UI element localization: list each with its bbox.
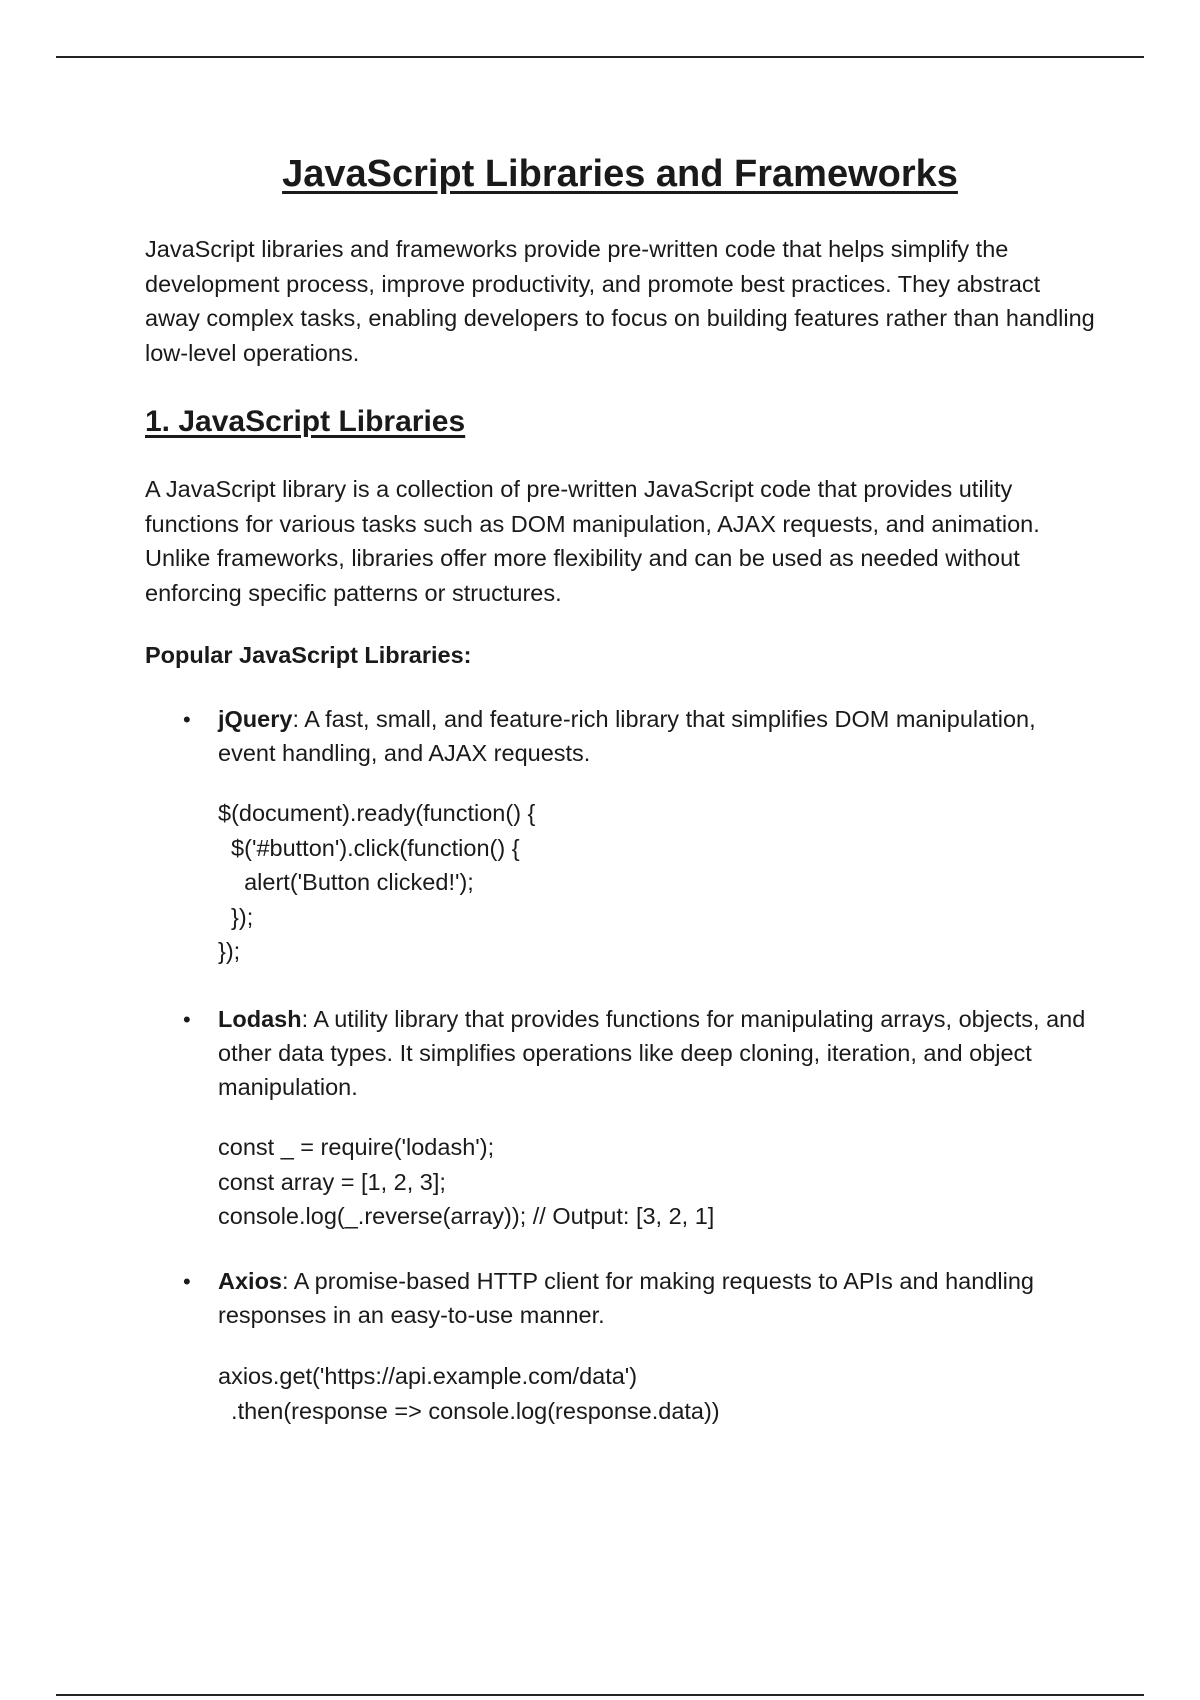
- list-item-lodash: [218, 1002, 1098, 1104]
- library-name: jQuery: [218, 706, 293, 732]
- bullet-icon: •: [183, 707, 191, 732]
- library-name: Axios: [218, 1268, 282, 1294]
- list-item-axios: [218, 1264, 1098, 1332]
- bullet-icon: •: [183, 1269, 191, 1294]
- section-heading-libraries: 1. JavaScript Libraries: [145, 405, 466, 438]
- top-rule: [56, 56, 1144, 58]
- list-item-jquery: [218, 702, 1098, 770]
- library-name: Lodash: [218, 1006, 302, 1032]
- code-block-axios: axios.get('https://api.example.com/data') .then(response => console.log(response.data)): [218, 1363, 720, 1424]
- libraries-paragraph: A JavaScript library is a collection of pre-written JavaScript code that provides utility functions for various tasks such as DOM manipulation, AJAX requests, and animation. Unlike frameworks, libraries offer more flexibility and can be used as needed without enforcing specific patterns or structures.: [145, 476, 1040, 606]
- bullet-icon: •: [183, 1007, 191, 1032]
- library-description: : A promise-based HTTP client for making requests to APIs and handling responses in an easy-to-use manner.: [218, 1268, 1034, 1328]
- bottom-rule: [56, 1694, 1144, 1696]
- code-block-jquery: $(document).ready(function() { $('#button').click(function() { alert('Button clicked!'); }); });: [218, 800, 536, 964]
- intro-paragraph: JavaScript libraries and frameworks provide pre-written code that helps simplify the development process, improve productivity, and promote best practices. They abstract away complex tasks, enabling developers to focus on building features rather than handling low-level operations.: [145, 236, 1095, 366]
- document-title: JavaScript Libraries and Frameworks: [282, 153, 958, 195]
- popular-libraries-heading: Popular JavaScript Libraries:: [145, 642, 472, 668]
- library-description: : A fast, small, and feature-rich library that simplifies DOM manipulation, event handling, and AJAX requests.: [218, 706, 1036, 766]
- code-block-lodash: const _ = require('lodash'); const array = [1, 2, 3]; console.log(_.reverse(array)); // Output: [3, 2, 1]: [218, 1134, 715, 1229]
- library-description: : A utility library that provides functions for manipulating arrays, objects, and other data types. It simplifies operations like deep cloning, iteration, and object manipulation.: [218, 1006, 1086, 1100]
